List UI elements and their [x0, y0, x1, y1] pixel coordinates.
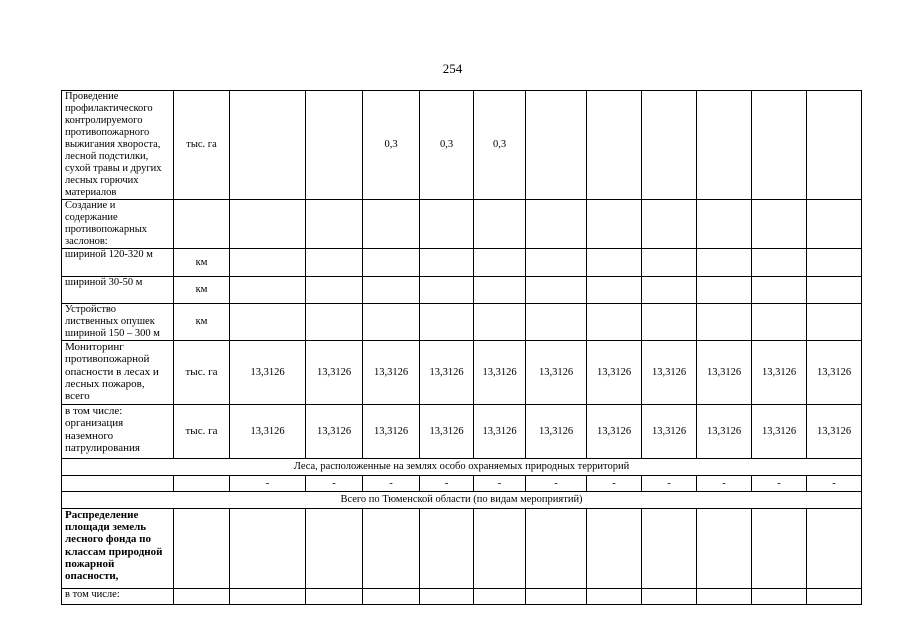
value-cell: [587, 277, 642, 304]
value-cell: 0,3: [474, 91, 526, 200]
measure-name-cell: Мониторинг противопожарной опасности в лесах и лесных пожаров, всего: [62, 341, 174, 405]
value-cell: [587, 509, 642, 589]
value-cell: [420, 304, 474, 341]
measure-name-cell: Создание и содержание противопожарных заслонов:: [62, 200, 174, 249]
value-cell: [230, 277, 306, 304]
unit-cell: тыс. га: [174, 91, 230, 200]
value-cell: [363, 509, 420, 589]
value-cell: [807, 589, 862, 605]
measure-name-cell: шириной 30-50 м: [62, 277, 174, 304]
value-cell: -: [752, 476, 807, 492]
value-cell: [363, 200, 420, 249]
value-cell: [306, 509, 363, 589]
measure-name-cell: Проведение профилактического контролируемого противопожарного выжигания хвороста, лесной подстилки, сухой травы и других лесных горючих материалов: [62, 91, 174, 200]
value-cell: [642, 249, 697, 277]
value-cell: [420, 249, 474, 277]
unit-cell: [174, 476, 230, 492]
value-cell: 0,3: [363, 91, 420, 200]
measure-name-cell: Устройство лиственных опушек шириной 150 – 300 м: [62, 304, 174, 341]
value-cell: [230, 509, 306, 589]
value-cell: [306, 249, 363, 277]
value-cell: 13,3126: [587, 341, 642, 405]
table-row: [62, 589, 862, 605]
value-cell: [752, 277, 807, 304]
value-cell: [526, 589, 587, 605]
value-cell: [642, 304, 697, 341]
value-cell: 13,3126: [752, 341, 807, 405]
value-cell: [306, 200, 363, 249]
value-cell: [587, 304, 642, 341]
value-cell: [807, 304, 862, 341]
value-cell: [474, 589, 526, 605]
table-row: [62, 509, 862, 589]
value-cell: 13,3126: [587, 405, 642, 459]
value-cell: [752, 91, 807, 200]
value-cell: [306, 589, 363, 605]
value-cell: [642, 91, 697, 200]
value-cell: [697, 91, 752, 200]
unit-cell: [174, 589, 230, 605]
table-row: [62, 277, 862, 304]
value-cell: [697, 509, 752, 589]
measure-name-cell: шириной 120-320 м: [62, 249, 174, 277]
value-cell: 13,3126: [420, 341, 474, 405]
value-cell: [526, 304, 587, 341]
unit-cell: тыс. га: [174, 341, 230, 405]
value-cell: [752, 589, 807, 605]
value-cell: [697, 304, 752, 341]
table-row: [62, 91, 862, 200]
value-cell: [697, 249, 752, 277]
unit-cell: км: [174, 249, 230, 277]
section-title: Всего по Тюменской области (по видам мероприятий): [62, 492, 862, 509]
value-cell: [230, 200, 306, 249]
value-cell: -: [807, 476, 862, 492]
value-cell: [526, 200, 587, 249]
value-cell: 13,3126: [642, 405, 697, 459]
measure-name-cell: Распределение площади земель лесного фонда по классам природной пожарной опасности,: [62, 509, 174, 589]
value-cell: [420, 589, 474, 605]
measure-name-cell: в том числе:: [62, 589, 174, 605]
value-cell: [697, 277, 752, 304]
table-row: [62, 200, 862, 249]
table-row: [62, 405, 862, 459]
table-row: [62, 304, 862, 341]
table-row: [62, 476, 862, 492]
value-cell: 13,3126: [230, 405, 306, 459]
value-cell: 13,3126: [474, 405, 526, 459]
value-cell: -: [420, 476, 474, 492]
value-cell: [587, 249, 642, 277]
value-cell: [526, 509, 587, 589]
value-cell: 13,3126: [526, 405, 587, 459]
table-row: [62, 249, 862, 277]
unit-cell: км: [174, 304, 230, 341]
value-cell: [526, 277, 587, 304]
value-cell: -: [306, 476, 363, 492]
value-cell: [807, 200, 862, 249]
value-cell: [807, 91, 862, 200]
value-cell: [642, 589, 697, 605]
value-cell: [587, 200, 642, 249]
value-cell: [752, 304, 807, 341]
section-header-row: [62, 459, 862, 476]
value-cell: -: [363, 476, 420, 492]
value-cell: [474, 304, 526, 341]
value-cell: [807, 509, 862, 589]
value-cell: [363, 249, 420, 277]
value-cell: [306, 91, 363, 200]
page-number: 254: [442, 61, 463, 76]
unit-cell: [174, 509, 230, 589]
value-cell: [363, 304, 420, 341]
value-cell: [306, 304, 363, 341]
value-cell: -: [526, 476, 587, 492]
value-cell: [230, 249, 306, 277]
forest-fire-measures-table: [61, 90, 862, 605]
value-cell: -: [587, 476, 642, 492]
table-row: [62, 341, 862, 405]
value-cell: 13,3126: [642, 341, 697, 405]
value-cell: 13,3126: [807, 341, 862, 405]
section-header-row: [62, 492, 862, 509]
value-cell: -: [642, 476, 697, 492]
value-cell: [697, 589, 752, 605]
value-cell: [526, 249, 587, 277]
measure-name-cell: [62, 476, 174, 492]
value-cell: [642, 509, 697, 589]
value-cell: [642, 277, 697, 304]
value-cell: 13,3126: [807, 405, 862, 459]
unit-cell: [174, 200, 230, 249]
value-cell: -: [474, 476, 526, 492]
value-cell: 13,3126: [697, 405, 752, 459]
value-cell: [420, 509, 474, 589]
value-cell: [230, 304, 306, 341]
value-cell: 13,3126: [697, 341, 752, 405]
value-cell: 13,3126: [230, 341, 306, 405]
section-title: Леса, расположенные на землях особо охраняемых природных территорий: [62, 459, 862, 476]
value-cell: 13,3126: [752, 405, 807, 459]
value-cell: [306, 277, 363, 304]
value-cell: [642, 200, 697, 249]
value-cell: -: [697, 476, 752, 492]
value-cell: [474, 200, 526, 249]
value-cell: 13,3126: [363, 405, 420, 459]
unit-cell: тыс. га: [174, 405, 230, 459]
value-cell: 13,3126: [363, 341, 420, 405]
value-cell: [420, 200, 474, 249]
value-cell: [230, 91, 306, 200]
value-cell: [587, 91, 642, 200]
value-cell: 13,3126: [526, 341, 587, 405]
value-cell: [474, 509, 526, 589]
value-cell: 0,3: [420, 91, 474, 200]
value-cell: [230, 589, 306, 605]
value-cell: [752, 200, 807, 249]
value-cell: [697, 200, 752, 249]
value-cell: -: [230, 476, 306, 492]
value-cell: [587, 589, 642, 605]
value-cell: [752, 509, 807, 589]
unit-cell: км: [174, 277, 230, 304]
value-cell: 13,3126: [420, 405, 474, 459]
value-cell: [526, 91, 587, 200]
value-cell: [363, 277, 420, 304]
value-cell: [474, 249, 526, 277]
value-cell: [807, 277, 862, 304]
value-cell: 13,3126: [474, 341, 526, 405]
value-cell: [474, 277, 526, 304]
value-cell: 13,3126: [306, 341, 363, 405]
measure-name-cell: в том числе: организация наземного патрулирования: [62, 405, 174, 459]
value-cell: 13,3126: [306, 405, 363, 459]
value-cell: [752, 249, 807, 277]
value-cell: [363, 589, 420, 605]
value-cell: [420, 277, 474, 304]
value-cell: [807, 249, 862, 277]
